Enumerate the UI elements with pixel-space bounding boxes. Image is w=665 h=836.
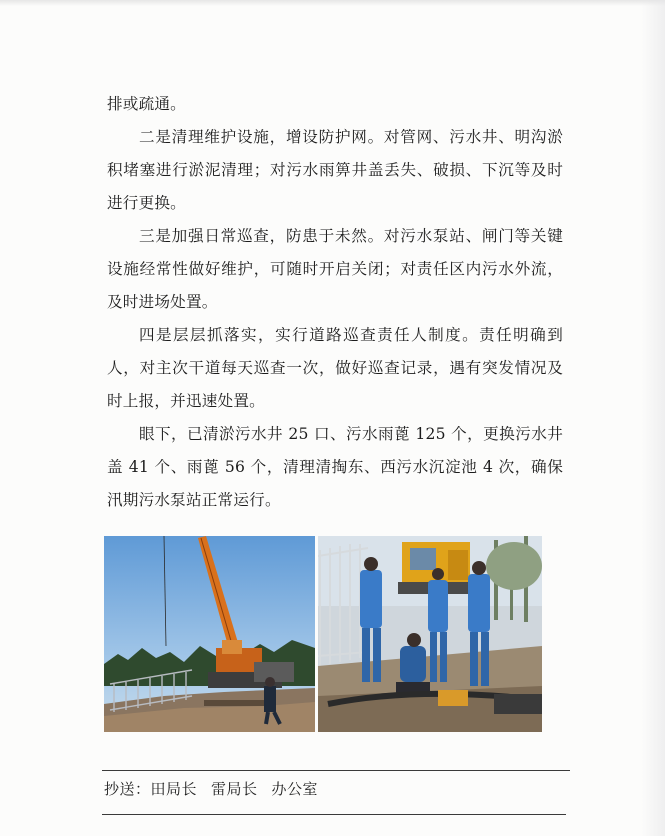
cc-recipient-tian: 田局长 [150,780,198,798]
paragraph-responsibility: 四是层层抓落实，实行道路巡查责任人制度。责任明确到人，对主次干道每天巡查一次，做好巡查记录，遇有突发情况及时上报，并迅速处置。 [107,326,563,410]
cc-label: 抄送： [104,780,151,798]
body-text [107,88,563,517]
cc-rule-top [102,770,570,771]
cc-recipient-office: 办公室 [271,780,319,798]
cc-recipient-lei: 雷局长 [211,780,258,798]
scan-edge-right [641,0,665,836]
paragraph-progress-summary: 眼下，已清淤污水井 25 口、污水雨蓖 125 个，更换污水井盖 41 个、雨蓖 56 个，清理清掏东、西污水沉淀池 4 次，确保汛期污水泵站正常运行。 [107,425,563,509]
paragraph-facility-maintenance: 二是清理维护设施，增设防护网。对管网、污水井、明沟淤积堵塞进行淤泥清理；对污水雨箅井盖丢失、破损、下沉等及时进行更换。 [107,128,563,212]
crane-worksite-photo [104,536,315,732]
cc-line [104,778,318,799]
cc-rule-bottom [102,814,566,815]
paragraph-daily-inspection: 三是加强日常巡查，防患于未然。对污水泵站、闸门等关键设施经常性做好维护，可随时开启关闭；对责任区内污水外流，及时进场处置。 [107,227,563,311]
photo-strip [104,536,542,732]
scan-edge-top [0,0,665,6]
workers-pipe-photo [318,536,542,732]
paragraph-continuation: 排或疏通。 [107,95,186,113]
